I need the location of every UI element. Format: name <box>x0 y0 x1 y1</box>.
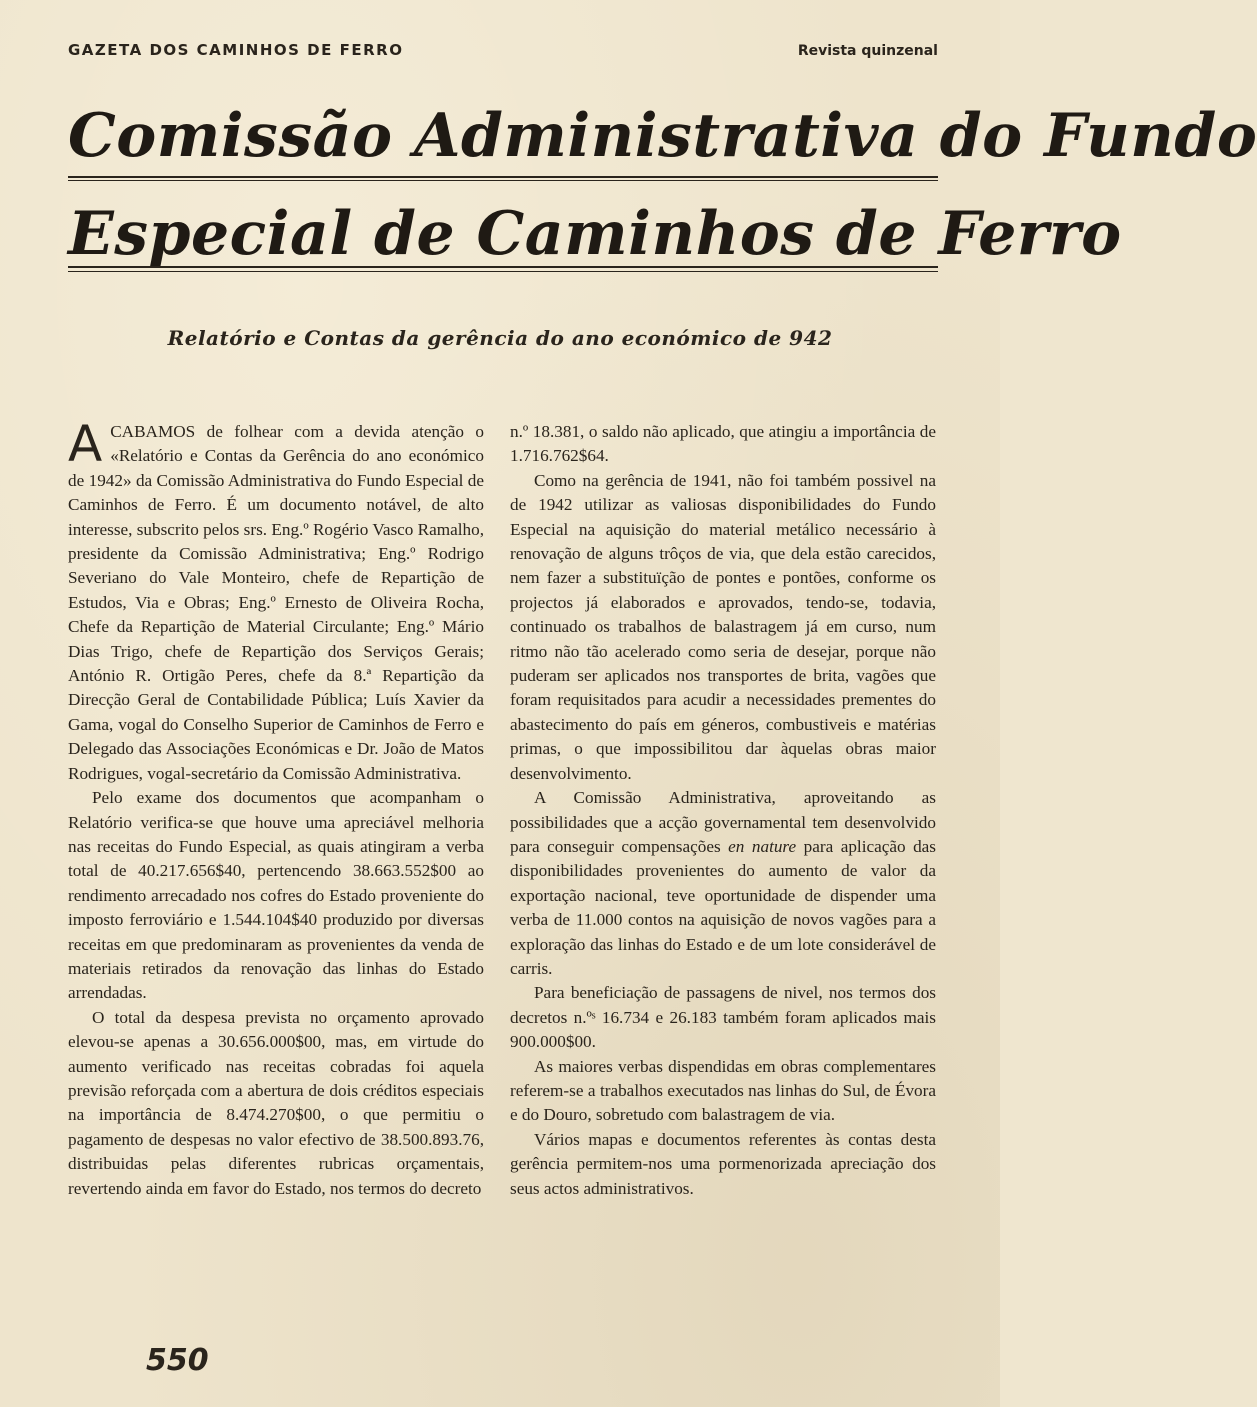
publication-name: GAZETA DOS CAMINHOS DE FERRO <box>68 41 404 59</box>
page-number: 550 <box>146 1343 209 1378</box>
paragraph-text: CABAMOS de folhear com a devida atenção o «Relatório e Contas da Gerência do ano económico de 1942» da Comissão Administrativa do Fundo Especial de Caminhos de Ferro. É um documento notável, de alto interesse, subscrito pelos srs. Eng.º Rogério Vasco Ramalho, presidente da Comissão Administrativa; Eng.º Rodrigo Severiano do Vale Monteiro, chefe de Repartição de Estudos, Via e Obras; Eng.º Ernesto de Oliveira Rocha, Chefe da Repartição de Material Circulante; Eng.º Mário Dias Trigo, chefe de Repartição dos Serviços Gerais; António R. Ortigão Peres, chefe da 8.ª Repartição da Direcção Geral de Contabilidade Pública; Luís Xavier da Gama, vogal do Conselho Superior de Caminhos de Ferro e Delegado das Associações Económicas e Dr. João de Matos Rodrigues, vogal-secretário da Comissão Administrativa. <box>68 422 485 783</box>
paragraph-text: para aplicação das disponibilidades provenientes do aumento de valor da exportação nacional, teve oportunidade de dispender uma verba de 11.000 contos na aquisição de novos vagões para a exploração das linhas do Estado e de um lote considerável de carris. <box>510 836 936 978</box>
text-column-left <box>68 415 485 1201</box>
paragraph: Vários mapas e documentos referentes às contas desta gerência permitem-nos uma pormenorizada apreciação dos seus actos administrativos. <box>510 1129 936 1198</box>
paragraph <box>510 786 936 981</box>
paragraph: O total da despesa prevista no orçamento aprovado elevou-se apenas a 30.656.000$00, mas, em virtude do aumento verificado nas receitas cobradas foi aquela previsão reforçada com a abertura de dois créditos especiais na importância de 8.474.270$00, o que permitiu o pagamento de despesas no valor efectivo de 38.500.893.76, distribuidas pelas diferentes rubricas orçamentais, revertendo ainda em favor do Estado, nos termos do decreto <box>68 1007 484 1198</box>
title-rule-bottom-2 <box>68 271 938 272</box>
text-column-right <box>510 420 936 1201</box>
paragraph-text: A Comissão Administrativa, aproveitando as possibilidades que a acção governamental tem desenvolvido para conseguir compensações <box>510 788 936 856</box>
italic-phrase: en nature <box>728 836 797 856</box>
paragraph: As maiores verbas dispendidas em obras complementares referem-se a trabalhos executados nas linhas do Sul, de Évora e do Douro, sobretudo com balastragem de via. <box>510 1056 936 1125</box>
title-line-1: Comissão Administrativa do Fundo <box>68 101 1257 171</box>
article-subtitle: Relatório e Contas da gerência do ano económico de 942 <box>167 326 833 350</box>
paragraph <box>68 415 485 786</box>
paragraph: Pelo exame dos documentos que acompanham o Relatório verifica-se que houve uma apreciável melhoria nas receitas do Fundo Especial, as quais atingiram a verba total de 40.217.656$40, pertencendo 38.663.552$00 ao rendimento arrecadado nos cofres do Estado proveniente do imposto ferroviário e 1.544.104$40 produzido por diversas receitas em que predominaram as provenientes da venda de materiais retirados da renovação das linhas do Estado arrendadas. <box>68 788 484 1003</box>
publication-frequency: Revista quinzenal <box>797 43 938 59</box>
paragraph: n.º 18.381, o saldo não aplicado, que atingiu a importância de 1.716.762$64. <box>510 422 936 466</box>
title-line-2: Especial de Caminhos de Ferro <box>68 199 1122 269</box>
title-rule-top-2 <box>68 180 938 181</box>
drop-cap: A <box>68 415 103 473</box>
title-rule-bottom-1 <box>68 266 938 268</box>
paragraph: Como na gerência de 1941, não foi também possivel na de 1942 utilizar as valiosas disponibilidades do Fundo Especial na aquisição do material metálico necessário à renovação de alguns trôços de via, que dela estão carecidos, nem fazer a substituïção de pontes e pontões, conforme os projectos já elaborados e aprovados, tendo-se, todavia, continuado os trabalhos de balastragem já em curso, num ritmo não tão acelerado como seria de desejar, porque não puderam ser aplicados nos transportes de brita, vagões que foram requisitados para acudir a necessidades prementes do abastecimento do país em géneros, combustiveis e matérias primas, o que impossibilitou dar àquelas obras maior desenvolvimento. <box>510 470 936 783</box>
title-rule-top-1 <box>68 176 938 178</box>
paragraph: Para beneficiação de passagens de nivel, nos termos dos decretos n.ºˢ 16.734 e 26.183 também foram aplicados mais 900.000$00. <box>510 983 936 1052</box>
